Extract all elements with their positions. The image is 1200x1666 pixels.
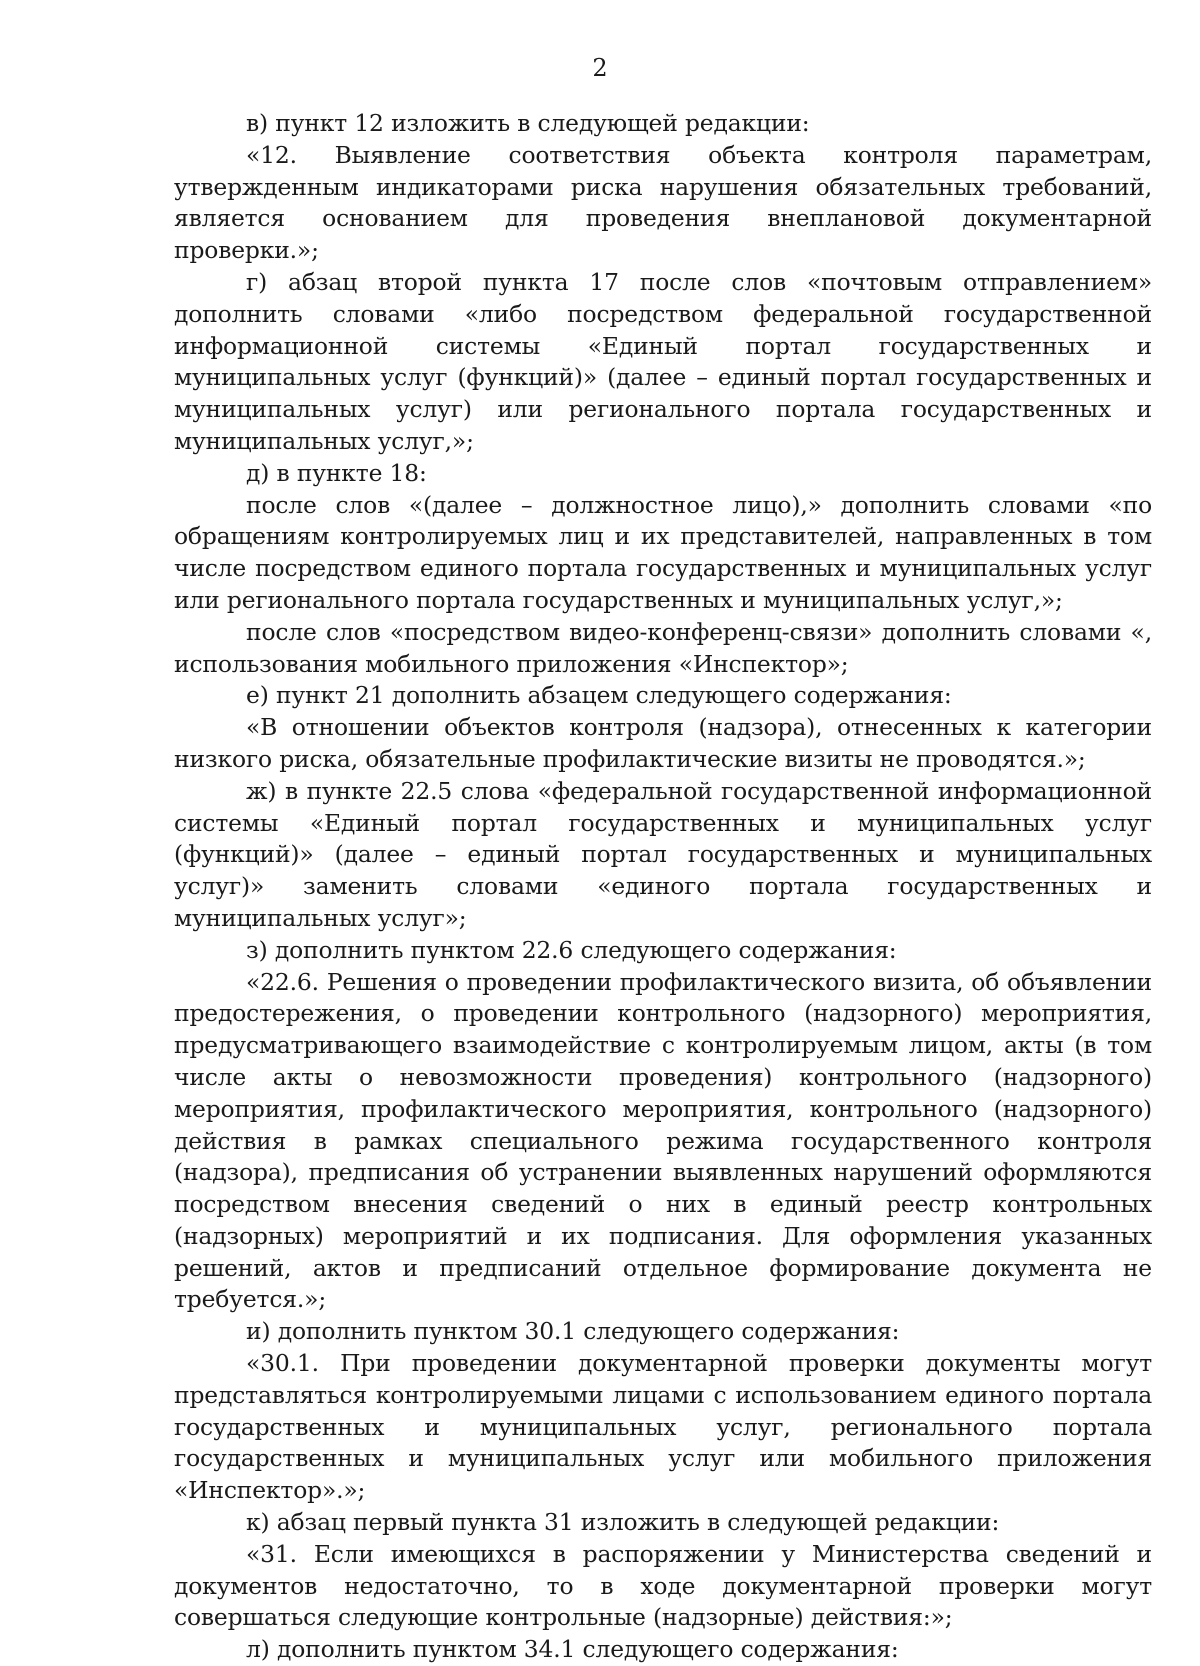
paragraph: е) пункт 21 дополнить абзацем следующего содержания: (246, 681, 952, 710)
paragraph: и) дополнить пунктом 30.1 следующего содержания: (246, 1317, 900, 1346)
paragraph: в) пункт 12 изложить в следующей редакции: (246, 109, 810, 137)
paragraph: к) абзац первый пункта 31 изложить в следующей редакции: (246, 1508, 1000, 1537)
paragraph: после слов «посредством видео-конференц-связи» дополнить словами «, использования мобильного приложения «Инспектор»; (174, 617, 1152, 678)
paragraph: л) дополнить пунктом 34.1 следующего содержания: (246, 1635, 899, 1664)
paragraph: «30.1. При проведении документарной проверки документы могут представляться контролируемыми лицами с использованием единого портала государственных и муниципальных услуг, регионального портала государственных и муниципальных услуг или мобильного приложения «Инспектор».»; (174, 1349, 1152, 1505)
paragraph: после слов «(далее – должностное лицо),» дополнить словами «по обращениям контролируемых лиц и их представителей, направленных в том числе посредством единого портала государственных и муниципальных услуг или регионального портала государственных и муниципальных услуг,»; (174, 490, 1152, 614)
paragraph: д) в пункте 18: (246, 458, 427, 487)
paragraph: з) дополнить пунктом 22.6 следующего содержания: (246, 935, 897, 964)
paragraph: ж) в пункте 22.5 слова «федеральной государственной информационной системы «Единый портал государственных и муниципальных услуг (функций)» (далее – единый портал государственных и муниципальных услуг)» заменить словами «единого портала государственных и муниципальных услуг»; (174, 776, 1152, 932)
page-number: 2 (592, 54, 608, 82)
paragraph: «В отношении объектов контроля (надзора), отнесенных к категории низкого риска, обязательные профилактические визиты не проводятся.»; (174, 713, 1152, 773)
paragraph: «12. Выявление соответствия объекта контроля параметрам, утвержденным индикаторами риска нарушения обязательных требований, является основанием для проведения внеплановой документарной проверки.»; (174, 140, 1152, 265)
paragraph: «22.6. Решения о проведении профилактического визита, об объявлении предостережения, о проведении контрольного (надзорного) мероприятия, предусматривающего взаимодействие с контролируемым лицом, акты (в том числе акты о невозможности проведения) контрольного (надзорного) мероприятия, профилактического мероприятия, контрольного (надзорного) действия в рамках специального режима государственного контроля (надзора), предписания об устранении выявленных нарушений оформляются посредством внесения сведений о них в единый реестр контрольных (надзорных) мероприятий и их подписания. Для оформления указанных решений, актов и предписаний отдельное формирование документа не требуется.»; (174, 967, 1152, 1314)
paragraph: г) абзац второй пункта 17 после слов «почтовым отправлением» дополнить словами «либо посредством федеральной государственной информационной системы «Единый портал государственных и муниципальных услуг (функций)» (далее – единый портал государственных и муниципальных услуг) или регионального портала государственных и муниципальных услуг,»; (174, 267, 1152, 455)
document-body (174, 108, 1152, 1666)
paragraph: «31. Если имеющихся в распоряжении у Министерства сведений и документов недостаточно, то в ходе документарной проверки могут совершаться следующие контрольные (надзорные) действия:»; (174, 1539, 1152, 1632)
